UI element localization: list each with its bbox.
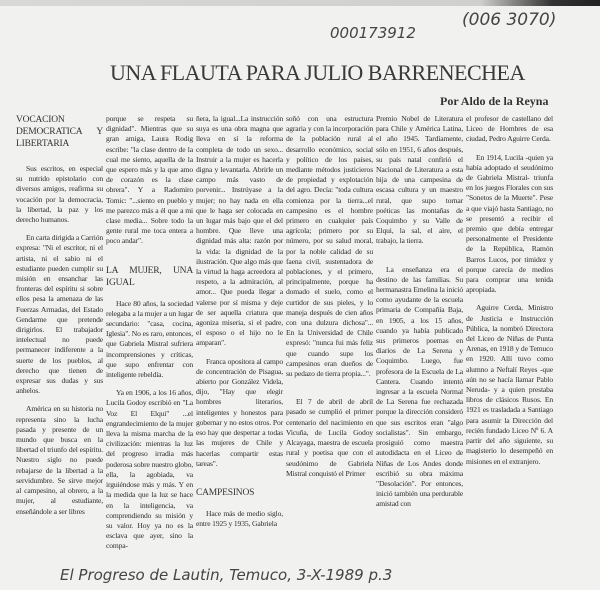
paragraph: En 1914, Lucila -quien ya había adoptado el seudónimo de Gabriela Mistral- triunfa en los juegos Florales con sus "Sonetos de la Muerte". Pese a que viajó hasta Santiago, no se presentó a recibir el premio que debía entregar personalmente el Presidente de la República, Ramón Barros Lucos, por timidez y porque carecía de medios para comprar una tenida apropiada.: [466, 152, 553, 295]
handwritten-source-note: El Progreso de Lautin, Temuco, 3-X-1989 p.3: [60, 566, 393, 584]
section-heading: VOCACION DEMOCRATICA Y LIBERTARIA: [16, 115, 103, 149]
paragraph: ñera, la igual...La instrucción suya es una obra magna que lleva en sí la reforma completa de todo un sexo... Instruir a la mujer es hacerla digna y levantarla. Abrirle un campo más vasto de porvenir... Instrúyase a la mujer; no hay nada en ella que le haga ser colocada en un lugar más bajo que el del hombre. Que lleve una dignidad más alta: razón por la vida: la dignidad de la ilustración. Que algo más que la virtud la haga acreedora al respeto, a la admiración, al amor... Que pueda llegar a valerse por sí misma y deje de ser aquella criatura que agoniza miseria, si el padre, el esposo o el hijo no le amparan".: [196, 114, 283, 348]
paragraph: Hace 80 años, la sociedad relegaba a la mujer a un lugar secundario: "casa, cocina, Iglesia". No es raro, entonces, que Gabriela Mistral sufriera incomprensiones y críticas, que supo enfrentar con inteligente rebeldía.: [106, 298, 193, 380]
column-6: [466, 114, 553, 475]
column-4: [286, 114, 373, 487]
byline: Por Aldo de la Reyna: [440, 94, 549, 108]
scan-edge: [0, 0, 600, 6]
section-heading: LA MUJER, UNA IGUAL: [106, 265, 193, 288]
paragraph: América en su historia no representa sino la lucha pasada y presente de un mundo que busca en la libertad el triunfo del espíritu. Nuestro siglo no puede rebajarse de la libertad a la servidumbre. Se sirve mejor al campesino, al obrero, a la mujer, al estudiante, enseñándole a ser libres: [16, 404, 103, 516]
handwritten-catalog-number: 000173912: [330, 24, 416, 42]
section-heading: CAMPESINOS: [196, 487, 255, 498]
paragraph: Aguirre Cerda, Ministro de Justicia e Instrucción Pública, la nombró Directora del Liceo de Niñas de Punta Arenas, en 1918 y de Temuco en 1920. Allí tuvo como alumno a Neftalí Reyes -que aún no se hacía llamar Pablo Neruda- y a quien prestaba libros de clásicos Rusos. En 1921 es trasladada a Santiago para asumir la Dirección del recién fundado Liceo Nº 6. A partir del año siguiente, su magisterio lo desempeñó en misiones en el extranjero.: [466, 303, 553, 466]
paragraph: El 7 de abril de abril pasado se cumplió el primer centenario del nacimiento en Vicuña, de Lucila Godoy Alcayaga, maestra de escuela rural y poetisa que con el seudónimo de Gabriela Mistral conquistó el Primer: [286, 397, 373, 478]
paragraph: Franca opositora al campo de concentración de Pisagua, abierto por González Videla, dijo, "Hay que elegir hombres literarios, inteligentes y honestos para gobernar y no estos otros. Por eso hay que despertar a todas las mujeres de Chile y hacerlas compartir estas tareas".: [196, 356, 283, 468]
paragraph: Premio Nobel de Literatura para Chile y América Latina, el año 1945. Tardíamente, sólo en 1951, 6 años después, su país natal confirió el Nacional de Literatura a esta hija de una campesina de escasa cultura y un maestro rural, que supo tornar poéticas las montañas de Coquimbo y su Valle de Elqui, la sal, el aire, el trabajo, la tierra.: [376, 114, 463, 246]
paragraph: En carta dirigida a Carrión expresa: "Ni el escritor, ni el artista, ni el sabio ni el estudiante pueden cumplir su misión en ensanchar las fronteras del espíritu si sobre ellos pesa la amenaza de las Fuerzas Armadas, del Estado Gendarme que pretende dirigirlos. El trabajador intelectual no puede permanecer indiferente a la suerte de los pueblos, al derecho que tienen de expresar sus dudas y sus anhelos.: [16, 233, 103, 396]
handwritten-reference-number: (006 3070): [462, 10, 557, 30]
paragraph: Sus escritos, en especial su nutrido epistolario con diversos amigos, reafirma su vocación por la democracia, la libertad, la paz y los derecho humanos.: [16, 164, 103, 225]
paragraph: soñó con una estructura agraria y con la incorporación de la población rural al desarrollo económico, social y político de los países, mediante métodos justicieros de propiedad y explotación del agro. Decía: "toda cultura comienza por la tierra...el campesino es el hombre primero en cualquier país agrícola; primero por su número, por su salud moral, por la noble calidad de su faena civil, sustentadora de poblaciones, y el primero, principalmente, porque ha domado el suelo, como el curtidor de sus pieles, y lo maneja después de cien años con una dulzura dichosa"... En la Universidad de Chile expresó: "nunca fui más feliz que cuando supe los campesinos eran dueños de su pedazo de tierra propia...".: [286, 114, 373, 379]
paragraph: Hace más de medio siglo, entre 1925 y 1935, Gabriela: [196, 508, 283, 529]
paragraph: La enseñanza era el destino de las familias. Su hermanastra Emelina la inició como ayudante de la escuela primaria de Compañía Baja, en 1905, a los 15 años, cuando ya había publicado sus primeros poemas en diarios de La Serena y Coquimbo. Luego, fue profesora de la Escuela de La Cantera. Cuando intentó ingresar a la escuela Normal de La Serena fue rechazada porque la dirección consideró que sus escritos eran "algo socialistas". Sin embargo, prosiguió como maestra autodidacta en el Liceo de Niñas de Los Andes donde escribió su obra máxima "Desolación". Por entonces, inició también una perdurable amistad con: [376, 264, 463, 509]
column-1: [16, 114, 103, 525]
column-3: [196, 114, 283, 537]
article-title: UNA FLAUTA PARA JULIO BARRENECHEA: [110, 60, 525, 85]
column-5: [376, 114, 463, 518]
paragraph: porque se respeta su dignidad". Mientras que su gran amiga, Laura Rodig escribe: "la clase dentro de la cual me siento, aquella de la que espero más y la que amo de corazón es la clase obrera". Y a Radomiro Tomic: "...siento en pueblo y me parezco más a él que a mi clase media... Sobre todo la gente rural me toca entera a poco andar".: [106, 114, 193, 246]
paragraph: el profesor de castellano del Liceo de Hombres de esa ciudad, Pedro Aguirre Cerda.: [466, 114, 553, 144]
column-2: [106, 114, 193, 560]
paragraph: Ya en 1906, a los 16 años, Lucila Godoy escribió en "La Voz El Elqui" ...el engrandecimiento de la mujer lleva la misma marcha de la civilización: mientras la luz del progreso irradia más poderosa sobre nuestro globo, ella, la agobiada, va irguiéndose más y más. Y en la medida que la luz se hace en la inteligencia, va comprendiendo su misión y su valor. Hoy ya no es la esclava que ayer, sino la compa-: [106, 388, 193, 551]
